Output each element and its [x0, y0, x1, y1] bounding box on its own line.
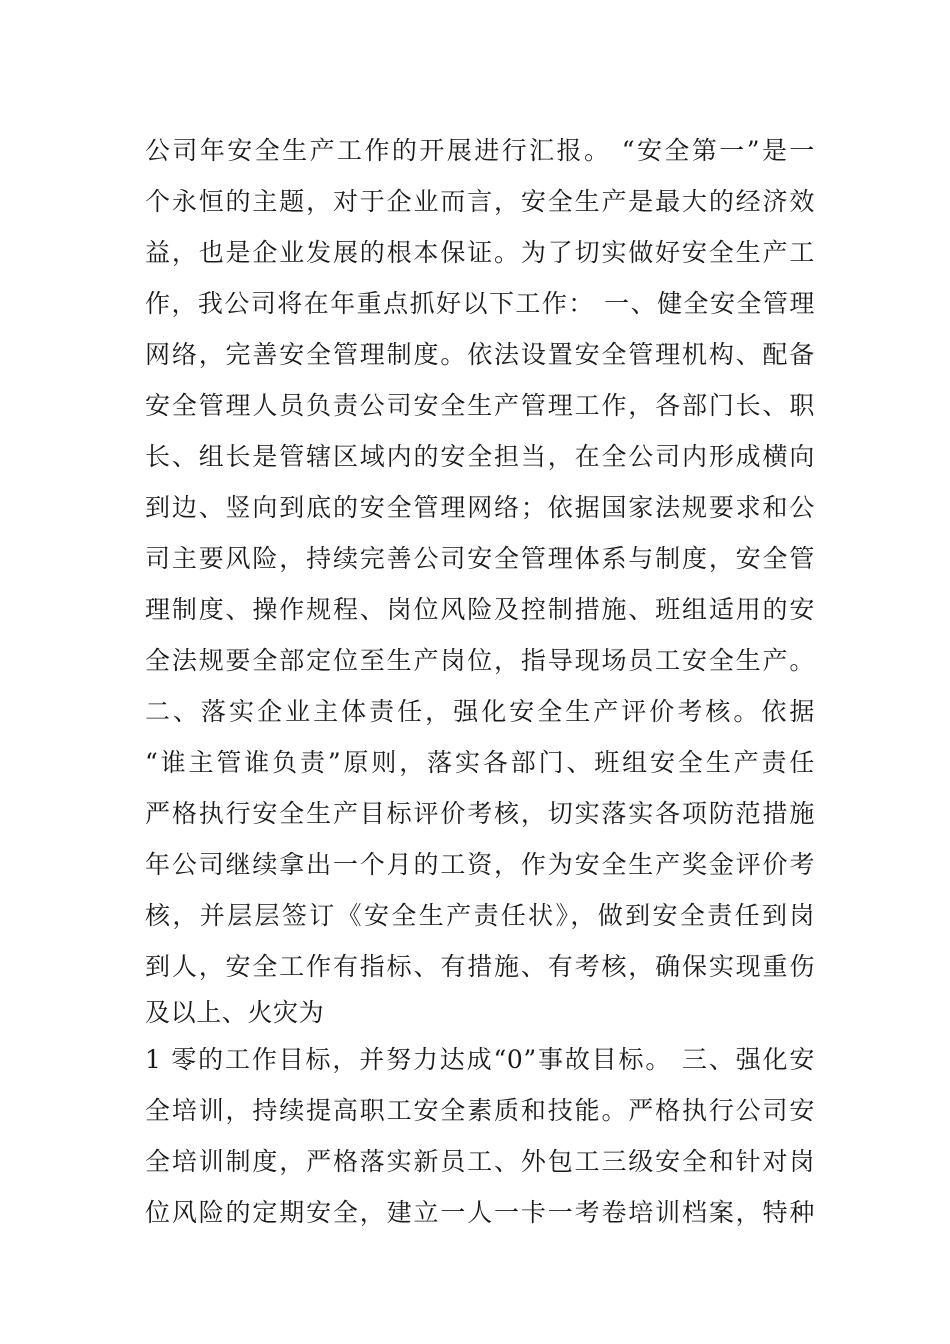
- text-line: 理制度、操作规程、岗位风险及控制措施、班组适用的安: [145, 595, 815, 624]
- text-line: 网络，完善安全管理制度。依法设置安全管理机构、配备: [145, 340, 815, 369]
- text-line: 核，并层层签订《安全生产责任状》，做到安全责任到岗: [145, 901, 815, 930]
- text-line: 二、落实企业主体责任，强化安全生产评价考核。依据: [145, 697, 815, 726]
- text-line: “谁主管谁负责”原则，落实各部门、班组安全生产责任: [145, 748, 815, 777]
- text-line: 到边、竖向到底的安全管理网络；依据国家法规要求和公: [145, 493, 815, 522]
- text-line: 1 零的工作目标，并努力达成“0”事故目标。 三、强化安: [145, 1045, 815, 1074]
- text-line: 年公司继续拿出一个月的工资，作为安全生产奖金评价考: [145, 850, 815, 879]
- text-line: 到人，安全工作有指标、有措施、有考核，确保实现重伤: [145, 952, 815, 981]
- text-line: 全法规要全部定位至生产岗位，指导现场员工安全生产。: [145, 646, 815, 675]
- text-line: 全培训，持续提高职工安全素质和技能。严格执行公司安: [145, 1096, 815, 1125]
- text-line: 个永恒的主题，对于企业而言，安全生产是最大的经济效: [145, 187, 815, 216]
- text-line: 严格执行安全生产目标评价考核，切实落实各项防范措施: [145, 799, 815, 828]
- text-line: 长、组长是管辖区域内的安全担当，在全公司内形成横向: [145, 442, 815, 471]
- text-line: 益，也是企业发展的根本保证。为了切实做好安全生产工: [145, 238, 815, 267]
- text-line: 全培训制度，严格落实新员工、外包工三级安全和针对岗: [145, 1147, 815, 1176]
- text-line: 公司年安全生产工作的开展进行汇报。 “安全第一”是一: [145, 136, 815, 165]
- text-line: 位风险的定期安全，建立一人一卡一考卷培训档案，特种: [145, 1198, 815, 1227]
- document-body: [145, 125, 815, 1238]
- text-line: 安全管理人员负责公司安全生产管理工作，各部门长、职: [145, 391, 815, 420]
- text-line: 司主要风险，持续完善公司安全管理体系与制度，安全管: [145, 544, 815, 573]
- text-line: 及以上、火灾为: [145, 998, 325, 1027]
- text-line: 作，我公司将在年重点抓好以下工作： 一、健全安全管理: [145, 289, 815, 318]
